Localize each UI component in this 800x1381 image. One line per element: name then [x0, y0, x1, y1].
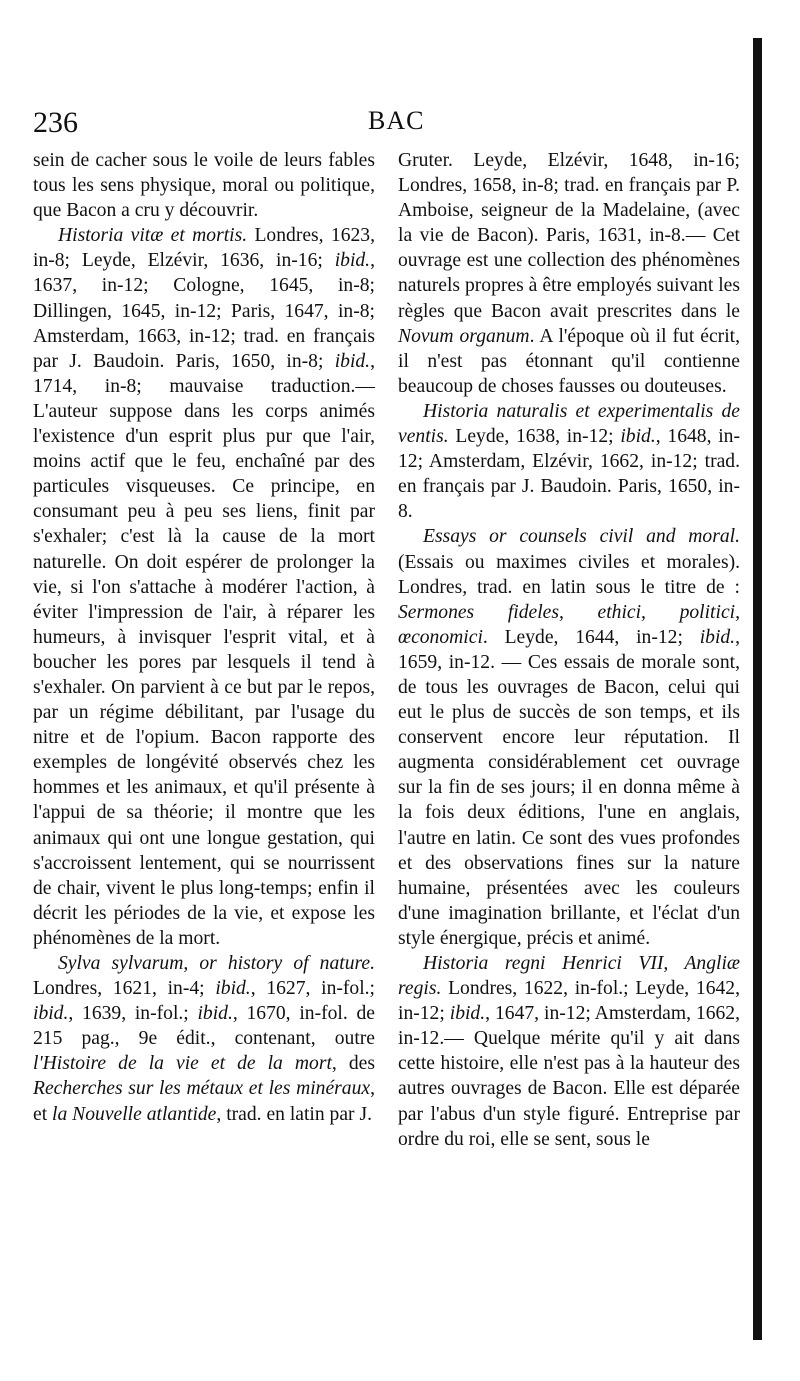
- italic-text: Recherches sur les métaux et les minéraux: [33, 1078, 371, 1100]
- paragraph: [398, 148, 740, 399]
- paragraph: [33, 951, 375, 1127]
- italic-text: ibid.: [699, 626, 736, 648]
- italic-text: ibid.: [449, 1003, 486, 1025]
- italic-text: Historia vitæ et mortis.: [58, 225, 248, 247]
- italic-text: ibid.: [334, 350, 371, 372]
- body-text: , 1639, in-fol.;: [68, 1003, 198, 1025]
- body-text: Londres, 1621, in-4;: [33, 978, 216, 1000]
- paragraph: [398, 399, 740, 524]
- paragraph: [33, 148, 375, 223]
- italic-text: Sylva sylvarum, or history of nature.: [58, 953, 375, 974]
- body-text: , trad. en latin par J.: [216, 1103, 373, 1125]
- body-text: , et: [33, 1078, 375, 1125]
- italic-text: ibid.: [215, 978, 251, 1000]
- page-edge-bar: [753, 38, 762, 1340]
- body-text: , 1670, in-fol. de 215 pag., 9e édit., contenant, outre: [33, 1003, 375, 1050]
- italic-text: ibid.: [33, 1003, 69, 1025]
- italic-text: ibid.: [197, 1003, 233, 1025]
- body-text: , des: [331, 1053, 375, 1075]
- italic-text: Sermones fideles, ethici, politici, œconomici: [398, 601, 740, 648]
- body-text: sein de cacher sous le voile de leurs fables tous les sens physique, moral ou politique, que Bacon a cru y découvrir.: [33, 150, 375, 222]
- body-text: Londres, 1622, in-fol.; Leyde, 1642, in-12;: [398, 978, 740, 1025]
- body-text: , 1647, in-12; Amsterdam, 1662, in-12.— Quelque mérite qu'il y ait dans cette histoire, elle n'est pas à la hauteur des autres ouvrages de Bacon. Elle est déparée par l'abus d'un style figuré. Entreprise par ordre du roi, elle se sent, sous le: [398, 1003, 741, 1150]
- body-text: . Leyde, 1644, in-12;: [482, 626, 700, 648]
- right-text-column: [398, 148, 740, 1152]
- italic-text: l'Histoire de la vie et de la mort: [33, 1053, 332, 1075]
- body-text: Londres, 1623, in-8; Leyde, Elzévir, 1636, in-16;: [33, 225, 375, 272]
- left-text-column: [33, 148, 375, 1127]
- paragraph: [398, 951, 740, 1152]
- body-text: , 1627, in-fol.;: [250, 978, 375, 1000]
- body-text: , 1714, in-8; mauvaise traduction.— L'auteur suppose dans les corps animés l'existence d'un esprit plus pur que l'air, moins actif que le feu, enchaîné par des particules visqueuses. Ce principe, en consumant peu à peu ses liens, finit par s'exhaler; c'est là la cause de la mort naturelle. On doit espérer de prolonger la vie, si l'on s'attache à modérer l'action, à éviter l'impression de l'air, à réparer les humeurs, à invisquer l'esprit vital, et à boucher les pores par lesquels il tend à s'exhaler. On parvient à ce but par le repos, par un régime débilitant, par l'usage du nitre et de l'opium. Bacon rapporte des exemples de longévité observés chez les hommes et les animaux, et qu'il présente à l'appui de sa théorie; il montre que les animaux qui ont une longue gestation, qui s'accroissent lentement, qui se nourrissent de chair, vivent le plus long-temps; enfin il décrit les périodes de la vie, et expose les phénomènes de la mort.: [33, 350, 375, 949]
- running-title: BAC: [368, 106, 425, 135]
- body-text: Leyde, 1638, in-12;: [448, 426, 621, 448]
- italic-text: la Nouvelle atlantide: [52, 1103, 217, 1125]
- italic-text: Novum organum: [398, 325, 530, 347]
- body-text: (Essais ou maximes civiles et morales). Londres, trad. en latin sous le titre de :: [398, 551, 740, 598]
- paragraph: [33, 223, 375, 951]
- body-text: . A l'époque où il fut écrit, il n'est pas étonnant qu'il contienne beaucoup de choses fausses ou douteuses.: [398, 325, 740, 397]
- body-text: , 1659, in-12. — Ces essais de morale sont, de tous les ouvrages de Bacon, celui qui eut le plus de succès de son temps, et ils conservent encore leur réputation. Il augmenta considérablement cet ouvrage sur la fin de ses jours; il en donna même à la fois deux éditions, l'une en anglais, l'autre en latin. Ce sont des vues profondes et des observations fines sur la nature humaine, présentées avec les couleurs d'une imagination brillante, et l'éclat d'un style énergique, précis et animé.: [398, 626, 740, 949]
- page-header: [0, 106, 760, 146]
- body-text: , 1637, in-12; Cologne, 1645, in-8; Dillingen, 1645, in-12; Paris, 1647, in-8; Amsterdam, 1663, in-12; trad. en français par J. Baudoin. Paris, 1650, in-8;: [33, 250, 375, 372]
- italic-text: Essays or counsels civil and moral.: [423, 526, 740, 548]
- body-text: Gruter. Leyde, Elzévir, 1648, in-16; Londres, 1658, in-8; trad. en français par P. Amboise, seigneur de la Madelaine, (avec la vie de Bacon). Paris, 1631, in-8.— Cet ouvrage est une collection des phénomènes naturels propres à être employés suivant les règles que Bacon avait prescrites dans le: [398, 150, 740, 322]
- page-number: 236: [33, 106, 78, 139]
- italic-text: Historia regni Henrici VII, Angliæ regis.: [398, 953, 740, 1000]
- italic-text: Historia naturalis et experimentalis de ventis.: [398, 400, 740, 448]
- italic-text: ibid.: [334, 250, 371, 272]
- paragraph: [398, 524, 740, 951]
- body-text: , 1648, in-12; Amsterdam, Elzévir, 1662, in-12; trad. en français par J. Baudoin. Paris, 1650, in-8.: [398, 426, 740, 523]
- italic-text: ibid.: [620, 426, 656, 448]
